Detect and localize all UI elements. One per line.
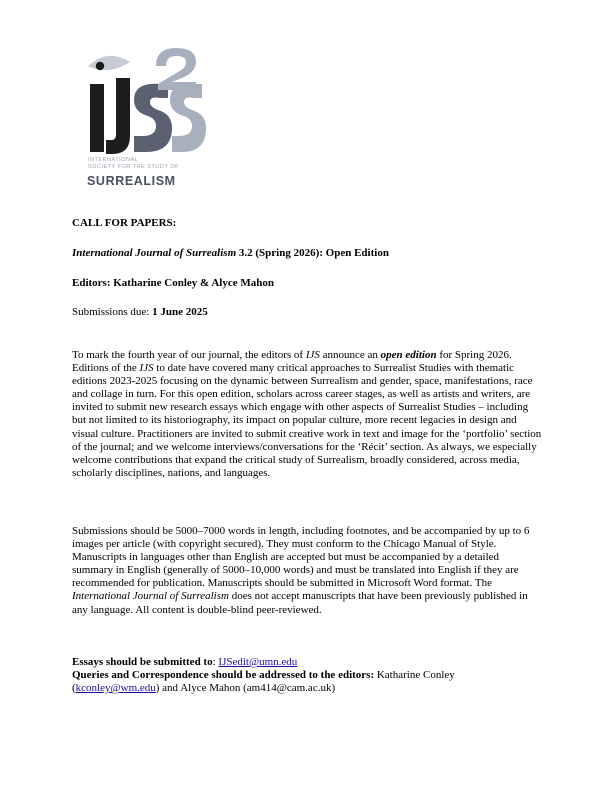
guidelines-paragraph (72, 525, 542, 617)
essays-label: Essays should be submitted to (72, 656, 213, 668)
journal-issue: 3.2 (Spring 2026): Open Edition (236, 247, 389, 259)
cfp-heading: CALL FOR PAPERS: (72, 217, 177, 229)
logo-wordmark: SURREALISM (87, 174, 176, 188)
iss-logo (86, 44, 206, 194)
queries-line (72, 669, 542, 682)
intro-ijs-1: IJS (305, 349, 320, 361)
intro-ijs-2: IJS (139, 362, 154, 375)
journal-issue-line (72, 247, 542, 260)
letter-i-shape (90, 84, 104, 152)
letter-j-shape (106, 78, 130, 154)
contact-block (72, 656, 542, 695)
letter-s-light-shape (170, 84, 206, 152)
logo-mark-icon (86, 44, 206, 156)
intro-text-2: announce an (319, 349, 381, 361)
guidelines-text-2: does not accept manuscripts that have been previously published in any language. All content is double-blind peer-reviewed. (72, 590, 528, 616)
journal-title: International Journal of Surrealism (72, 247, 237, 259)
queries-conley: Katharine Conley (374, 669, 455, 682)
due-date: 1 June 2025 (152, 306, 208, 318)
intro-text-3: for Spring 2026. Editions of the (72, 349, 512, 375)
editors-line: Editors: Katharine Conley & Alyce Mahon (72, 277, 274, 289)
essays-line (72, 656, 542, 669)
logo-caption (88, 157, 179, 170)
due-line (72, 306, 542, 319)
eye-shape-icon (88, 56, 130, 70)
guidelines-journal-title: International Journal of Surrealism (72, 590, 229, 603)
eye-pupil-icon (96, 62, 104, 70)
numeral-two-shape (156, 48, 196, 90)
intro-text-1: To mark the fourth year of our journal, the editors of (72, 349, 306, 361)
intro-text-4: to date have covered many critical approaches to Surrealist Studies with thematic editions 2023-2025 focusing on the dynamic between Surrealism and gender, space, manifestations, race and collage in turn. For this open edition, scholars across career stages, as well as artists and writers, are invited to submit new research essays which engage with other aspects of Surrealist Studies – including but not limited to its historiography, its impact on popular culture, more recent legacies in design and visual culture. Practitioners are invited to submit creative work in text and image for the ‘portfolio’ section of the journal; and we welcome interviews/conversations for the ‘Récit’ section. As always, we especially welcome contributions that expand the critical study of Surrealism, broadly considered, across media, scholarly disciplines, nations, and languages. (72, 362, 542, 479)
conley-email-link[interactable]: kconley@wm.edu (75, 682, 156, 695)
queries-mahon: ) and Alyce Mahon (am414@cam.ac.uk) (155, 682, 336, 695)
guidelines-text-1: Submissions should be 5000–7000 words in length, including footnotes, and be accompanied by up to 6 images per article (with copyright secured). They must conform to the Chicago Manual of Style. Manuscripts in languages other than English are accepted but must be accompanied by a detailed summary in English (generally of 5000–10,000 words) and must be translated into English if they are recommended for publication. Manuscripts should be submitted in Microsoft Word format. The (72, 525, 530, 590)
essays-colon: : (212, 656, 219, 668)
intro-paragraph (72, 349, 542, 480)
queries-line-2 (72, 682, 542, 695)
logo-caption-line2: SOCIETY FOR THE STUDY OF (88, 163, 179, 170)
logo-caption-line1: INTERNATIONAL (88, 157, 139, 163)
queries-label: Queries and Correspondence should be addressed to the editors: (72, 669, 375, 682)
due-label: Submissions due: (72, 306, 153, 318)
open-paren: ( (72, 682, 76, 695)
letter-s-slate-shape (134, 84, 172, 152)
intro-open-edition: open edition (380, 349, 437, 361)
essays-email-link[interactable]: IJSedit@umn.edu (218, 656, 298, 668)
